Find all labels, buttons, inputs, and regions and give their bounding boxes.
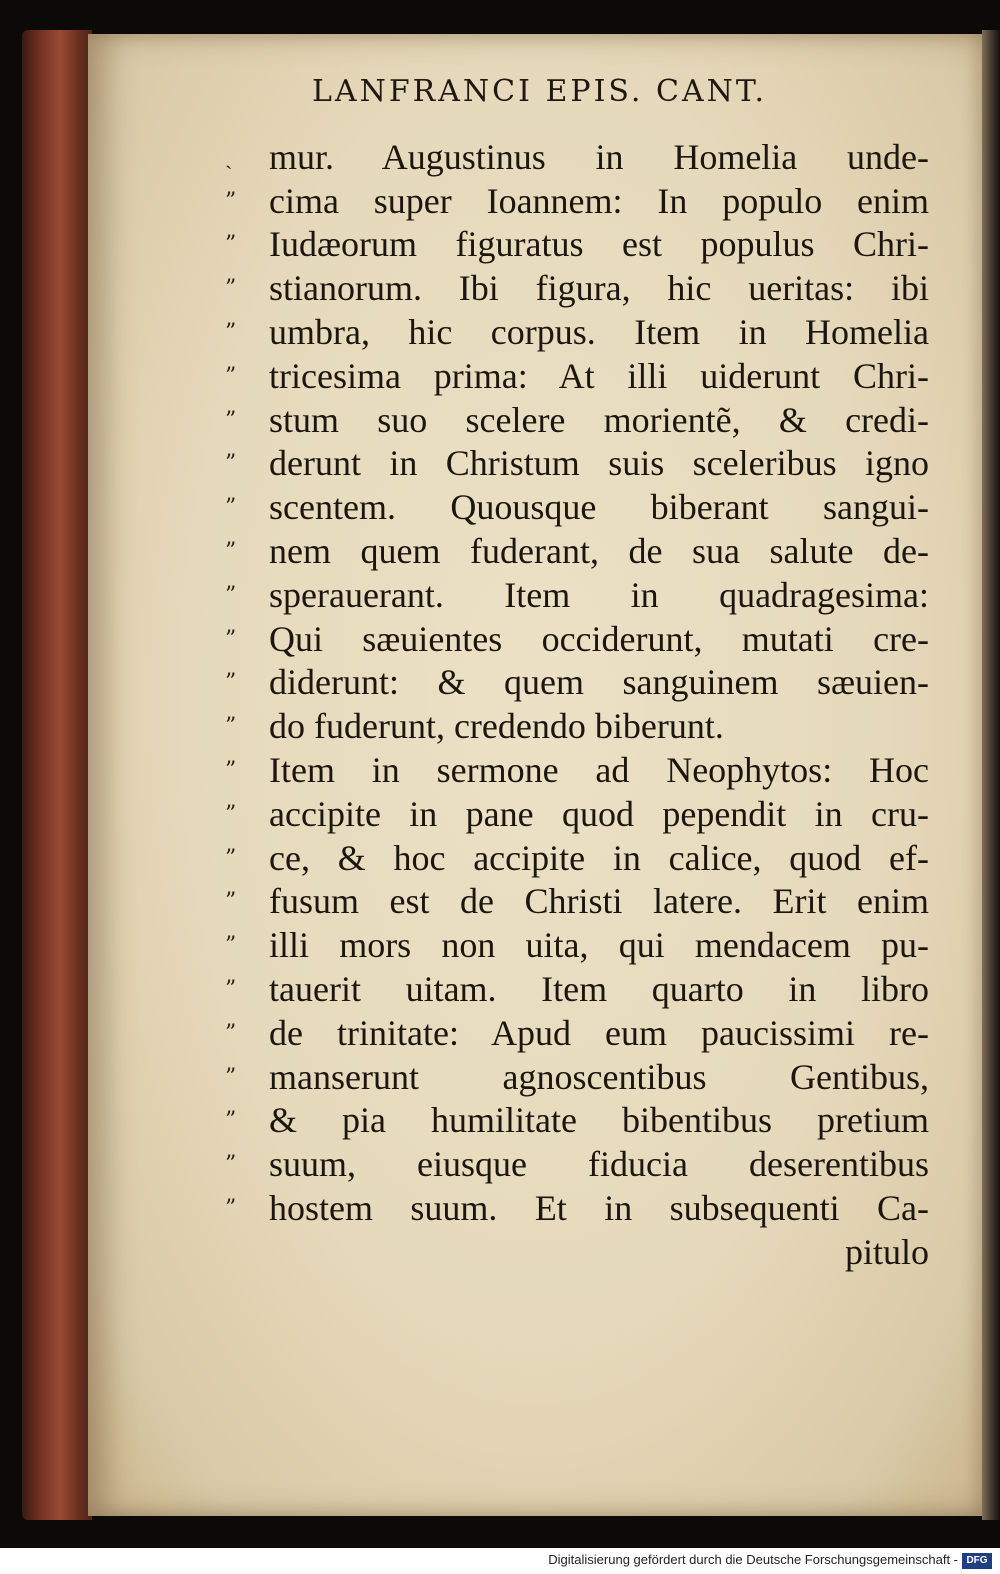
text-line [225,1053,940,1097]
text-line [225,1097,940,1141]
line-text: ce, & hoc accipite in calice, quod ef- [269,837,929,878]
line-text: stianorum. Ibi figura, hic ueritas: ibi [269,268,929,309]
text-line [225,264,940,308]
text-line [225,221,940,265]
text-line [225,308,940,352]
line-text: illi mors non uita, qui mendacem pu- [269,925,929,966]
line-text: do fuderunt, credendo biberunt. [269,706,724,747]
funding-credit: Digitalisierung gefördert durch die Deutsche Forschungsgemeinschaft - [548,1552,958,1567]
text-line [225,878,940,922]
text-line [225,834,940,878]
line-text: Iudæorum figuratus est populus Chri- [269,224,929,265]
text-block [225,133,940,1272]
text-line [225,1140,940,1184]
line-text: stum suo scelere morientẽ, & credi- [269,399,929,440]
line-text: mur. Augustinus in Homelia unde- [269,136,929,177]
line-text: tauerit uitam. Item quarto in libro [269,968,929,1009]
text-line [225,440,940,484]
quote-mark: ” [225,539,237,564]
text-line [225,615,940,659]
quote-mark: ” [225,889,237,915]
quote-mark: ” [225,1064,237,1090]
line-text: umbra, hic corpus. Item in Homelia [269,312,929,353]
quote-mark: ” [225,626,237,652]
catchword-line [225,1228,940,1272]
text-line [225,1009,940,1053]
catchword: pitulo [844,1231,929,1272]
quote-mark: ” [225,1195,237,1221]
text-line [225,1184,940,1228]
quote-mark: ” [225,976,237,1002]
quote-mark: ” [225,188,237,214]
dfg-logo: DFG [962,1553,992,1569]
digitization-footer [0,1548,1000,1574]
text-line [225,177,940,221]
quote-mark: ˏ [225,144,233,170]
line-text: scentem. Quousque biberant sangui- [269,487,929,528]
line-text: nem quem fuderant, de sua salute de- [269,531,929,571]
text-line [225,702,940,746]
quote-mark: ” [225,1152,237,1178]
line-text: de trinitate: Apud eum paucissimi re- [269,1012,929,1053]
text-line [225,659,940,703]
line-text: manserunt agnoscentibus Gentibus, [269,1056,929,1097]
line-text: derunt in Christum suis sceleribus igno [269,443,929,484]
text-line [225,527,940,571]
line-text: tricesima prima: At illi uiderunt Chri- [269,355,929,396]
quote-mark: ” [225,407,237,433]
text-line [225,396,940,440]
book-edge [22,30,92,1520]
line-text: fusum est de Christi latere. Erit enim [269,881,929,922]
quote-mark: ” [225,845,237,871]
quote-mark: ” [225,495,237,521]
running-head: LANFRANCI EPIS. CANT. [312,74,767,109]
text-line [225,571,940,615]
quote-mark: ” [225,714,237,740]
text-line [225,790,940,834]
quote-mark: ” [225,933,237,959]
line-text: & pia humilitate bibentibus pretium [269,1100,929,1141]
quote-mark: ” [225,276,237,302]
text-line [225,483,940,527]
line-text: hostem suum. Et in subsequenti Ca- [269,1187,929,1228]
quote-mark: ” [225,582,237,608]
line-text: Qui sæuientes occiderunt, mutati cre- [269,618,929,659]
quote-mark: ” [225,670,237,696]
line-text: sperauerant. Item in quadragesima: [269,574,929,615]
line-text: diderunt: & quem sanguinem sæuien- [269,662,929,703]
quote-mark: ” [225,320,237,346]
text-line [225,746,940,790]
quote-mark: ” [225,1108,237,1134]
quote-mark: ” [225,801,237,827]
page-shadow-edge [982,30,1000,1520]
line-text: Item in sermone ad Neophytos: Hoc [269,749,929,790]
quote-mark: ” [225,1020,237,1046]
quote-mark: ” [225,232,237,258]
text-line [225,352,940,396]
line-text: suum, eiusque fiducia deserentibus [269,1144,929,1185]
line-text: cima super Ioannem: In populo enim [269,180,929,221]
quote-mark: ” [225,757,237,783]
text-line [225,965,940,1009]
quote-mark: ” [225,363,237,389]
text-line [225,921,940,965]
text-line [225,133,940,177]
line-text: accipite in pane quod pependit in cru- [269,793,929,834]
quote-mark: ” [225,451,237,477]
